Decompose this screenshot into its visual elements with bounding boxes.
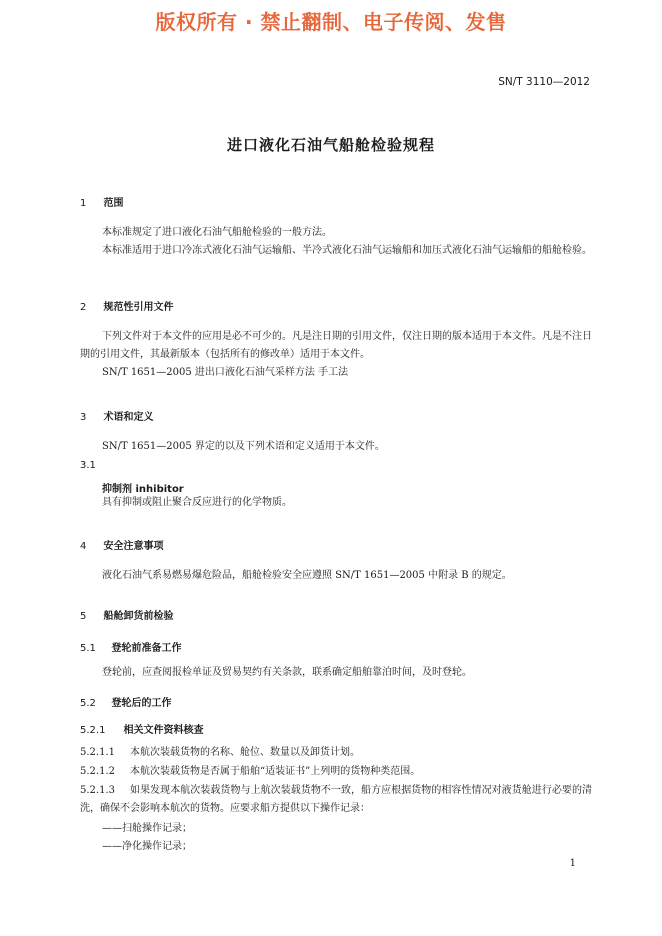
document-title: 进口液化石油气船舱检验规程 bbox=[226, 136, 435, 154]
clause-text: 本航次装载货物的名称、舱位、数量以及卸货计划。 bbox=[130, 747, 360, 758]
subsection-5-2-heading bbox=[80, 694, 171, 709]
clause-5-2-1-2 bbox=[80, 763, 592, 781]
subsection-number: 5.1 bbox=[80, 643, 96, 654]
copyright-banner: 版权所有 · 禁止翻制、电子传阅、发售 bbox=[155, 10, 507, 34]
section-number: 2 bbox=[80, 302, 87, 313]
clause-text: 本航次装载货物是否属于船舶“适装证书”上列明的货物种类范围。 bbox=[130, 766, 421, 777]
dash-list-item: ——扫舱操作记录； bbox=[102, 823, 192, 834]
subsection-5-1-heading bbox=[80, 639, 181, 654]
clause-5-2-1-3 bbox=[80, 782, 592, 818]
dash-list-item: ——净化操作记录； bbox=[102, 841, 192, 852]
subsection-title: 登轮前准备工作 bbox=[111, 643, 182, 654]
section-title: 安全注意事项 bbox=[103, 541, 164, 552]
section-5-heading bbox=[80, 607, 173, 622]
clause-number: 5.2.1.3 bbox=[80, 785, 115, 796]
section-1-heading bbox=[80, 194, 123, 209]
paragraph: 本标准规定了进口液化石油气船舱检验的一般方法。 bbox=[102, 227, 332, 238]
page-number: 1 bbox=[569, 858, 576, 869]
section-number: 3 bbox=[80, 412, 87, 423]
term-name: 抑制剂 inhibitor bbox=[102, 484, 184, 495]
paragraph: 本标准适用于进口冷冻式液化石油气运输船、半冷式液化石油气运输船和加压式液化石油气运输船的船舱检验。 bbox=[102, 245, 592, 256]
clause-5-2-1-1 bbox=[80, 744, 592, 762]
paragraph: 下列文件对于本文件的应用是必不可少的。凡是注日期的引用文件，仅注日期的版本适用于本文件。凡是不注日期的引用文件，其最新版本（包括所有的修改单）适用于本文件。 bbox=[80, 331, 592, 360]
term-number: 3.1 bbox=[80, 460, 96, 471]
section-title: 术语和定义 bbox=[103, 412, 154, 423]
section-title: 船舱卸货前检验 bbox=[103, 611, 174, 622]
section-number: 5 bbox=[80, 611, 87, 622]
section-number: 4 bbox=[80, 541, 87, 552]
paragraph: SN/T 1651—2005 界定的以及下列术语和定义适用于本文件。 bbox=[102, 441, 385, 452]
clause-text: 如果发现本航次装载货物与上航次装载货物不一致，船方应根据货物的相容性情况对液货舱进行必要的清洗，确保不会影响本航次的货物。应要求船方提供以下操作记录： bbox=[80, 785, 592, 814]
section-number: 1 bbox=[80, 198, 87, 209]
subsection-title: 登轮后的工作 bbox=[111, 698, 172, 709]
standard-number: SN/T 3110—2012 bbox=[498, 76, 590, 88]
paragraph: 液化石油气系易燃易爆危险品，船舱检验安全应遵照 SN/T 1651—2005 中附录 B 的规定。 bbox=[102, 570, 512, 581]
section-2-heading bbox=[80, 298, 173, 313]
subsection-number: 5.2 bbox=[80, 698, 96, 709]
subsection-5-2-1-heading bbox=[80, 721, 203, 736]
clause-number: 5.2.1.1 bbox=[80, 747, 115, 758]
section-title: 规范性引用文件 bbox=[103, 302, 174, 313]
paragraph: 登轮前，应查阅报检单证及贸易契约有关条款，联系确定船舶靠泊时间，及时登轮。 bbox=[102, 667, 472, 678]
clause-number: 5.2.1.2 bbox=[80, 766, 115, 777]
subsection-title: 相关文件资料核查 bbox=[123, 725, 204, 736]
reference-entry: SN/T 1651—2005 进出口液化石油气采样方法 手工法 bbox=[102, 367, 349, 378]
term-definition: 具有抑制或阻止聚合反应进行的化学物质。 bbox=[102, 497, 292, 508]
section-title: 范围 bbox=[103, 198, 124, 209]
section-3-heading bbox=[80, 408, 153, 423]
section-4-heading bbox=[80, 537, 163, 552]
subsection-number: 5.2.1 bbox=[80, 725, 106, 736]
